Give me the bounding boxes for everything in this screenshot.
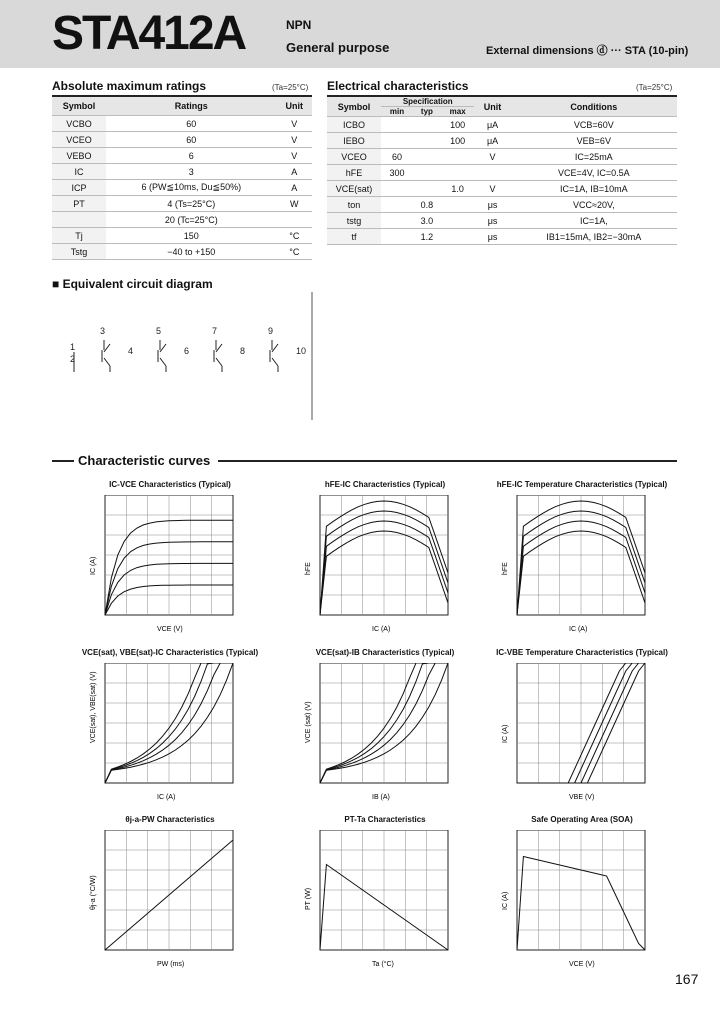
table-cell: IEBO [327, 133, 381, 149]
chart-plot [87, 663, 245, 807]
table-row [327, 213, 677, 229]
table-cell [52, 212, 106, 228]
elec-condition: (Ta=25°C) [636, 83, 673, 92]
table-row [327, 149, 677, 165]
table-cell: IC=25mA [511, 149, 677, 165]
chart-xlabel: VCE (V) [157, 626, 183, 633]
chart-title: hFE-IC Characteristics (Typical) [324, 480, 446, 489]
curves-title: Characteristic curves [78, 453, 211, 468]
chart-ylabel: IC (A) [502, 724, 509, 743]
table-cell: V [474, 181, 510, 197]
table-cell [381, 213, 413, 229]
table-cell: μs [474, 229, 510, 245]
table-row [327, 229, 677, 245]
table-cell: 100 [441, 133, 475, 149]
elec-table: Symbol Specification Unit Conditions min typ max ICBO 100 μA VCB=60V IEBO 100 μA VEB=6V VCEO 60 V IC=25mA hFE 300 VCE=4V, IC=0.5A VCE(sat) 1.0 V IC=1A, IB=10mA ton 0.8 μs VCC≈20V, tstg 3.0 μs IC=1A, tf 1.2 μs IB1=15mA, IB2=−30mA [327, 97, 677, 245]
table-cell: 3 [106, 164, 277, 180]
table-cell: 150 [106, 228, 277, 244]
pin-label: 9 [268, 326, 274, 336]
table-cell: IC [52, 164, 106, 180]
table-cell: °C [277, 244, 312, 260]
table-cell: PT [52, 196, 106, 212]
table-cell [413, 149, 441, 165]
chart-plot [499, 663, 657, 807]
table-cell: 60 [381, 149, 413, 165]
table-row [327, 197, 677, 213]
pin-label: 7 [212, 326, 218, 336]
table-cell: VCEO [52, 132, 106, 148]
table-row [52, 196, 312, 212]
table-row [327, 117, 677, 133]
table-cell: V [277, 116, 312, 132]
table-cell: VEB=6V [511, 133, 677, 149]
chart-plot [302, 830, 460, 974]
chart-plot [499, 830, 657, 974]
table-cell [413, 165, 441, 181]
table-cell: Tj [52, 228, 106, 244]
pin-label: 1 [70, 342, 76, 352]
equivalent-circuit [52, 292, 317, 420]
table-cell: 1.2 [413, 229, 441, 245]
pin-label: 3 [100, 326, 106, 336]
chart-title: hFE-IC Temperature Characteristics (Typical) [496, 480, 668, 489]
table-cell [413, 181, 441, 197]
table-row [52, 132, 312, 148]
table-cell: °C [277, 228, 312, 244]
table-cell: tstg [327, 213, 381, 229]
purpose-label: General purpose [286, 40, 390, 55]
table-cell: V [277, 148, 312, 164]
table-cell [381, 181, 413, 197]
table-cell: 6 [106, 148, 277, 164]
table-cell: 60 [106, 132, 277, 148]
chart-title: IC-VBE Temperature Characteristics (Typical) [496, 648, 668, 657]
table-cell [413, 133, 441, 149]
table-cell: ton [327, 197, 381, 213]
table-cell: IC=1A, IB=10mA [511, 181, 677, 197]
chart-ylabel: VCE(sat), VBE(sat) (V) [90, 671, 97, 743]
table-row [52, 228, 312, 244]
abs-condition: (Ta=25°C) [272, 83, 309, 92]
pin-label: 5 [156, 326, 162, 336]
table-cell: 0.8 [413, 197, 441, 213]
chart-title: Safe Operating Area (SOA) [531, 815, 633, 824]
page-number: 167 [675, 971, 699, 987]
chart-plot [302, 663, 460, 807]
table-cell: 100 [441, 117, 475, 133]
table-row [52, 212, 312, 228]
chart-xlabel: PW (ms) [157, 961, 185, 968]
chart-title: θj-a-PW Characteristics [125, 815, 215, 824]
table-cell [441, 229, 475, 245]
table-cell: μA [474, 133, 510, 149]
chart-ylabel: hFE [305, 562, 312, 575]
pin-label: 2 [70, 354, 76, 364]
table-cell [381, 229, 413, 245]
table-cell: 3.0 [413, 213, 441, 229]
table-cell: VCE(sat) [327, 181, 381, 197]
chart-title: VCE(sat)-IB Characteristics (Typical) [315, 648, 455, 657]
table-cell: 6 (PW≦10ms, Du≦50%) [106, 180, 277, 196]
table-cell: W [277, 196, 312, 212]
pin-label: 4 [128, 346, 134, 356]
table-cell: −40 to +150 [106, 244, 277, 260]
table-cell [441, 213, 475, 229]
table-row [327, 133, 677, 149]
table-row [327, 181, 677, 197]
table-cell: 60 [106, 116, 277, 132]
table-cell: ICBO [327, 117, 381, 133]
table-row [52, 244, 312, 260]
abs-title: Absolute maximum ratings [52, 79, 207, 93]
table-cell [474, 165, 510, 181]
table-row [52, 148, 312, 164]
table-header: Symbol Ratings Unit [52, 97, 312, 116]
chart-ylabel: IC (A) [502, 891, 509, 910]
elec-title: Electrical characteristics [327, 79, 469, 93]
chart-xlabel: VBE (V) [569, 794, 595, 801]
table-cell: 4 (Ts=25°C) [106, 196, 277, 212]
table-cell: 300 [381, 165, 413, 181]
table-cell: hFE [327, 165, 381, 181]
pin-label: 8 [240, 346, 246, 356]
table-cell: μs [474, 197, 510, 213]
chart-ylabel: θj-a (°C/W) [90, 875, 97, 910]
table-cell: Tstg [52, 244, 106, 260]
chart-ylabel: VCE (sat) (V) [305, 701, 312, 743]
chart-plot [87, 830, 245, 974]
table-row [52, 116, 312, 132]
table-cell: VCBO [52, 116, 106, 132]
table-cell: V [277, 132, 312, 148]
table-cell: 1.0 [441, 181, 475, 197]
table-cell [441, 197, 475, 213]
table-cell: VEBO [52, 148, 106, 164]
pin-label: 6 [184, 346, 190, 356]
table-cell: μs [474, 213, 510, 229]
table-cell: ICP [52, 180, 106, 196]
table-row [327, 165, 677, 181]
table-cell: tf [327, 229, 381, 245]
table-cell: VCE=4V, IC=0.5A [511, 165, 677, 181]
table-header: Symbol Specification Unit Conditions [327, 97, 677, 107]
table-cell: A [277, 164, 312, 180]
chart-xlabel: IB (A) [372, 794, 390, 801]
table-cell: IC=1A, [511, 213, 677, 229]
chart-title: VCE(sat), VBE(sat)-IC Characteristics (Typical) [81, 648, 259, 657]
part-number: STA412A [52, 7, 246, 60]
table-cell: 20 (Tc=25°C) [106, 212, 277, 228]
chart-xlabel: VCE (V) [569, 961, 595, 968]
table-cell: V [474, 149, 510, 165]
table-cell [441, 149, 475, 165]
abs-table [52, 97, 312, 260]
chart-plot [87, 495, 245, 639]
chart-title: IC-VCE Characteristics (Typical) [109, 480, 231, 489]
table-cell: VCB=60V [511, 117, 677, 133]
chart-ylabel: hFE [502, 562, 509, 575]
external-dimensions: External dimensions ⓓ ··· STA (10-pin) [486, 45, 689, 57]
chart-plot [302, 495, 460, 639]
table-cell [413, 117, 441, 133]
table-cell [381, 117, 413, 133]
table-cell: VCEO [327, 149, 381, 165]
table-cell: A [277, 180, 312, 196]
table-cell: VCC≈20V, [511, 197, 677, 213]
table-cell: IB1=15mA, IB2=−30mA [511, 229, 677, 245]
circuit-title: ■ Equivalent circuit diagram [52, 277, 213, 291]
chart-ylabel: PT (W) [305, 887, 312, 910]
chart-xlabel: IC (A) [569, 626, 588, 633]
chart-ylabel: IC (A) [90, 556, 97, 575]
table-cell: μA [474, 117, 510, 133]
table-row [52, 164, 312, 180]
table-cell [381, 133, 413, 149]
table-cell [441, 165, 475, 181]
chart-xlabel: Ta (°C) [372, 961, 394, 968]
table-cell [381, 197, 413, 213]
chart-title: PT-Ta Characteristics [344, 815, 426, 824]
pin-label: 10 [296, 346, 307, 356]
chart-plot [499, 495, 657, 639]
chart-xlabel: IC (A) [372, 626, 391, 633]
table-cell [277, 212, 312, 228]
chart-xlabel: IC (A) [157, 794, 176, 801]
table-row [52, 180, 312, 196]
transistor-type: NPN [286, 18, 312, 32]
